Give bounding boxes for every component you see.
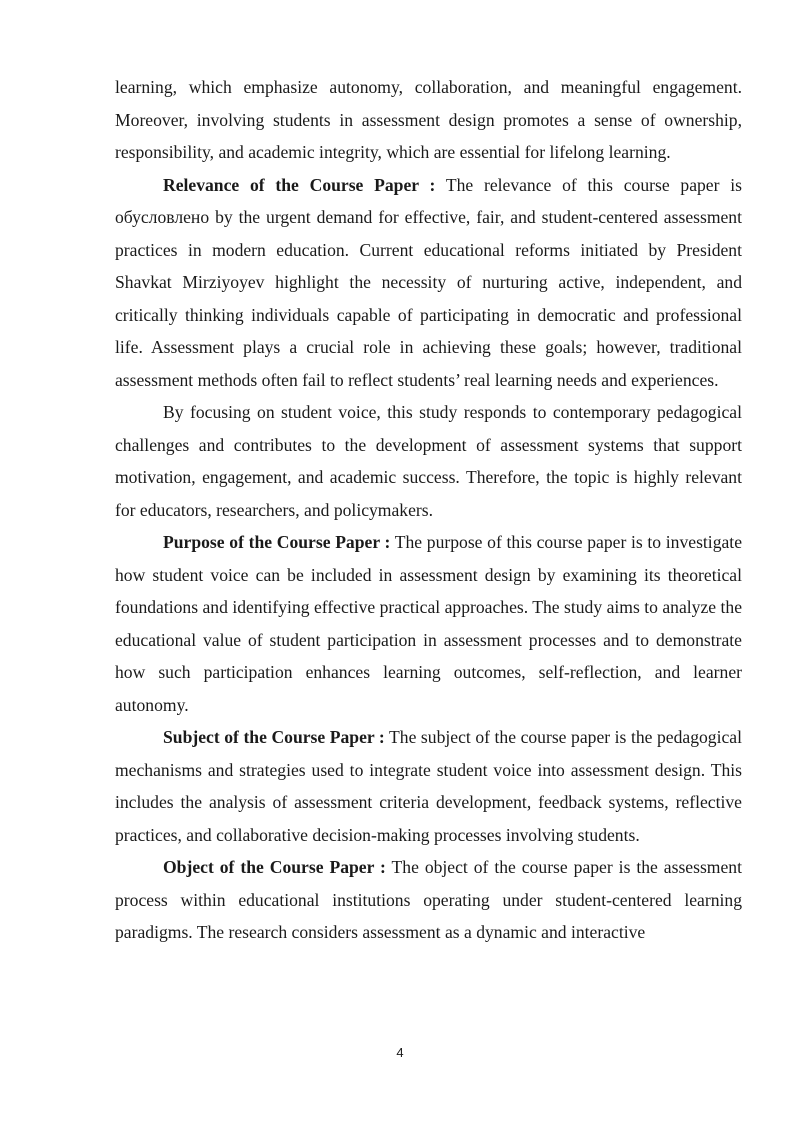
section-heading-purpose: Purpose of the Course Paper : — [163, 532, 391, 552]
page-number: 4 — [396, 1045, 404, 1060]
paragraph-student-voice — [115, 396, 742, 526]
section-heading-relevance: Relevance of the Course Paper : — [163, 174, 436, 195]
paragraph-text: The relevance of this course paper is обусловлено by the urgent demand for effective, fair, and student-centered assessment practices in modern education. Current educational reforms initiated by President Shavkat Mirziyoyev highlight the necessity of nurturing active, independent, and critically thinking individuals capable of participating in democratic and professional life. Assessment plays a crucial role in achieving these goals; however, traditional assessment methods often fail to reflect students’ real learning needs and experiences. — [115, 174, 742, 390]
paragraph-text: The object of the course paper is the assessment process within educational institutions operating under student-centered learning paradigms. The research considers assessment as a dynamic and interactive — [115, 857, 742, 942]
paragraph-object — [115, 851, 742, 949]
section-heading-object: Object of the Course Paper : — [163, 857, 386, 877]
body-text — [115, 71, 742, 949]
paragraph-purpose — [115, 526, 742, 721]
paragraph-text: learning, which emphasize autonomy, collaboration, and meaningful engagement. Moreover, involving students in assessment design promotes a sense of ownership, responsibility, and academic integrity, which are essential for lifelong learning. — [115, 77, 742, 162]
section-heading-subject: Subject of the Course Paper : — [163, 727, 385, 747]
paragraph-text: The subject of the course paper is the pedagogical mechanisms and strategies used to integrate student voice into assessment design. This includes the analysis of assessment criteria development, feedback systems, reflective practices, and collaborative decision-making processes involving students. — [115, 727, 742, 845]
paragraph-text: The purpose of this course paper is to investigate how student voice can be included in assessment design by examining its theoretical foundations and identifying effective practical approaches. The study aims to analyze the educational value of student participation in assessment processes and to demonstrate how such participation enhances learning outcomes, self-reflection, and learner autonomy. — [115, 532, 742, 715]
paragraph-relevance — [115, 169, 742, 397]
paragraph-text: By focusing on student voice, this study responds to contemporary pedagogical challenges and contributes to the development of assessment systems that support motivation, engagement, and academic success. Therefore, the topic is highly relevant for educators, researchers, and policymakers. — [115, 402, 742, 520]
paragraph-subject — [115, 721, 742, 851]
paragraph-continuation — [115, 71, 742, 169]
